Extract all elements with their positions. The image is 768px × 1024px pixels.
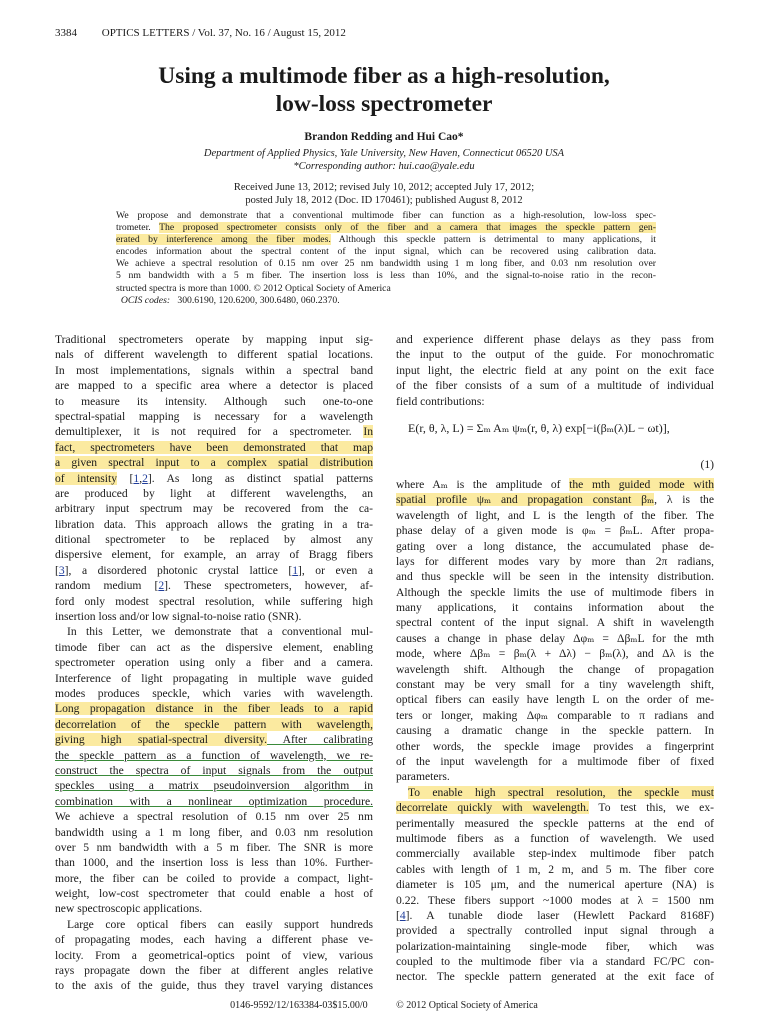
text-line: provided a spectrally controlled input signal through a: [396, 924, 714, 938]
highlight: of intensity: [55, 471, 118, 485]
citation-link[interactable]: 1: [292, 563, 299, 577]
text-line: field contributions:: [396, 394, 485, 408]
underline: the speckle pattern as a function of wavelength, we re-: [55, 748, 373, 762]
text: random medium [: [55, 579, 159, 593]
issn-code: 0146-9592/12/163384-03$15.00/0: [230, 1000, 368, 1011]
text-line: [396, 800, 714, 815]
text-line: [55, 578, 373, 593]
left-column: [55, 332, 373, 994]
highlight: erated by interference among the fiber modes.: [116, 234, 331, 246]
text-line: are produced by light at different wavelengths, an: [55, 486, 373, 500]
page-number: 3384: [55, 27, 77, 39]
text-line: ters or longer, making Δφₘ comparable to π radians and: [396, 708, 714, 722]
text-line: [55, 763, 373, 778]
highlight: To enable high spectral resolution, the speckle must: [408, 785, 714, 799]
text-line: Large core optical fibers can easily support hundreds: [67, 917, 373, 931]
ocis-label: OCIS codes:: [120, 294, 171, 306]
abstract-line: We propose and demonstrate that a conventional multimode fiber can function as a high-resolution, low-loss spec-: [116, 210, 656, 221]
dates-line-1: Received June 13, 2012; revised July 10, 2012; accepted July 17, 2012;: [233, 182, 535, 193]
text-line: causing a dramatic change in the speckle pattern. In: [396, 724, 714, 738]
text-line: spectral content of the input signal. A shift in wavelength: [396, 616, 714, 630]
text-line: to the axis of the guide, thus they travel varying distances: [55, 979, 373, 993]
text-line: to measure its intensity. Although such one-to-one: [55, 394, 373, 408]
text-line: constant may be very small for a tiny wavelength shift,: [396, 678, 714, 692]
text-line: many applications, it contains information about the: [396, 601, 714, 615]
text: ]. These spectrometers, however, af-: [164, 579, 373, 593]
footer-copyright: © 2012 Optical Society of America: [396, 1000, 538, 1011]
text: To test this, we ex-: [588, 801, 714, 815]
text-line: libration data. This approach allows the grating in a tra-: [55, 517, 373, 531]
text-line: phase delay of a given mode is φₘ = βₘL. After propa-: [396, 524, 714, 538]
text-line: modes produces speckle, which varies with wavelength.: [55, 686, 373, 700]
authors: Brandon Redding and Hui Cao*: [304, 131, 464, 143]
dates-line-2: posted July 18, 2012 (Doc. ID 170461); published August 8, 2012: [245, 195, 523, 206]
running-head: [55, 27, 346, 39]
text-line: cables with length of 1 m, 2 m, and 5 m. The fiber core: [396, 862, 714, 876]
text-line: and experience different phase delays as they pass from: [396, 333, 714, 346]
text-line: spectrometer operation using only a fiber and a camera.: [55, 656, 373, 670]
abstract-text: trometer.: [116, 222, 160, 234]
text-line: causes a change in phase delay Δφₘ = ΔβₘL for the mth: [396, 631, 714, 645]
text-line: [55, 424, 373, 439]
text-line: dispersive element, for example, an array of Bragg fibers: [55, 548, 373, 562]
text: ]. A tunable diode laser (Hewlett Packard 8168F): [405, 908, 714, 922]
abstract: [116, 210, 656, 307]
page-footer: [0, 1000, 768, 1011]
text-line: [396, 492, 714, 507]
underline: After calibrating: [267, 733, 373, 747]
text-line: lays for different modes vary by more than 2π radians,: [396, 554, 714, 568]
text-line: more, the fiber can be coiled to provide a compact, light-: [55, 871, 373, 885]
underline: construct the spectra of input signals from the output: [55, 763, 373, 777]
text-line: perimentally measured the speckle patterns at the end of: [396, 816, 714, 830]
text-line: In this Letter, we demonstrate that a conventional mul-: [67, 625, 373, 639]
text: [: [396, 908, 400, 922]
text-line: [55, 440, 373, 455]
abstract-line: [116, 222, 656, 234]
text-line: [55, 455, 373, 470]
highlight: spatial profile ψₘ and propagation constant βₘ: [396, 493, 655, 507]
text-line: multimode fibers as a function of wavelength. We used: [396, 831, 714, 845]
highlight: decorrelate quickly with wavelength.: [396, 801, 589, 815]
highlight: fact, spectrometers have been demonstrated that map: [55, 440, 373, 454]
right-column: [396, 332, 714, 985]
text-line: ditional spectrometer to be replaced by almost any: [55, 533, 373, 547]
abstract-line: structed spectra is more than 1000. © 2012 Optical Society of America: [116, 282, 391, 294]
text-line: over 5 nm bandwidth with a 5 m fiber. The SNR is more: [55, 840, 373, 854]
text-line: parameters.: [396, 770, 450, 784]
text-line: wavelength of light, and L is the length of the fiber. The: [396, 508, 714, 522]
abstract-line: encodes information about the spectral content of the input signal, which can be recovered using calibration data.: [116, 246, 656, 258]
text-line: insertion loss and/or low signal-to-noise ratio (SNR).: [55, 610, 302, 624]
text-line: coupled to the multimode fiber via a standard FC/PC con-: [396, 955, 714, 969]
text-line: of propagating modes, each having a different phase ve-: [55, 933, 373, 947]
underline: combination with a nonlinear optimization procedure.: [55, 794, 373, 808]
text: where Aₘ is the amplitude of: [396, 477, 570, 491]
text-line: [55, 732, 373, 747]
text-line: new spectroscopic applications.: [55, 902, 203, 916]
title-line-2: low-loss spectrometer: [275, 91, 493, 117]
citation-link[interactable]: 4: [399, 908, 406, 922]
text-line: ford only modest spectral resolution, while suffering high: [55, 594, 373, 608]
text-line: weight, low-cost spectrometer that could enable a host of: [55, 887, 373, 901]
text: [: [55, 563, 59, 577]
paper-title: [40, 62, 728, 118]
text-line: input light, the electric field at any point on the exit face: [396, 363, 714, 377]
text: ]. As long as distinct spatial patterns: [147, 471, 374, 485]
highlight: Long propagation distance in the fiber leads to a rapid: [55, 702, 373, 716]
text-line: are mapped to a specific area where a detector is placed: [55, 379, 373, 393]
text-line: of the input wavelength for a multimode fiber of fixed: [396, 754, 714, 768]
text-line: diameter is 105 μm, and the numerical aperture (NA) is: [396, 878, 714, 892]
highlight: decorrelation of the speckle pattern with wavelength,: [55, 717, 373, 731]
equation-body: E(r, θ, λ, L) = Σₘ Aₘ ψₘ(r, θ, λ) exp[−i(βₘ(λ)L − ωt)],: [408, 420, 670, 435]
highlight: giving high spatial-spectral diversity.: [55, 733, 268, 747]
text-line: Interference of light propagating in multiple wave guided: [55, 671, 373, 685]
equation-1: [396, 409, 714, 457]
highlight: In: [363, 425, 373, 439]
text-line: We achieve a spectral resolution of 0.15 nm over 25 nm: [55, 810, 373, 824]
text-line: In most implementations, signals within a spectral band: [55, 363, 373, 377]
text: ], or even a: [298, 563, 373, 577]
equation-number: (1): [700, 457, 714, 471]
text-line: [396, 477, 714, 492]
text-line: of the fiber consists of a sum of a multitude of individual: [396, 379, 714, 393]
text-line: [55, 471, 373, 486]
text-line: arbitrary input spectrum may be recovered from the ca-: [55, 502, 373, 516]
highlight: The proposed spectrometer consists only of the fiber and a camera that images the speckle pattern gen-: [159, 222, 656, 234]
text-line: than 1000, and the insertion loss is less than 10%. Further-: [55, 856, 373, 870]
text-line: rays propagate down the fiber at different angles relative: [55, 964, 373, 978]
text-line: commercially available step-index multimode fiber patch: [396, 847, 714, 861]
citation-link[interactable]: 2: [142, 471, 148, 485]
text-line: [55, 717, 373, 732]
text-line: and thus speckle will be seen in the intensity distribution.: [396, 570, 714, 584]
text-line: bandwidth using a 1 m long fiber, and 0.03 nm resolution: [55, 825, 373, 839]
citation-link[interactable]: 1: [133, 471, 140, 485]
abstract-line: We achieve a spectral resolution of 0.15 nm over 25 nm bandwidth using 1 m long fiber, and 0.03 nm resolution over: [116, 258, 656, 270]
text-line: nals of different wavelength to different spatial locations.: [55, 348, 373, 362]
text-line: optical fibers can easily have length L on the order of me-: [396, 693, 714, 707]
text-line: the input to the output of the guide. For monochromatic: [396, 348, 714, 362]
text-line: locity. From a geometrical-optics point of view, various: [55, 948, 373, 962]
text-line: gating over a long distance, the accumulated phase de-: [396, 539, 714, 553]
text: [: [117, 471, 134, 485]
text: ,: [139, 471, 143, 485]
highlight: a given spectral input to a complex spatial distribution: [55, 456, 373, 470]
affiliation: [0, 147, 768, 173]
text-line: Traditional spectrometers operate by mapping input sig-: [55, 333, 373, 346]
text: ], a disordered photonic crystal lattice [: [64, 563, 293, 577]
text-line: other words, the speckle image provides a fingerprint: [396, 739, 714, 753]
highlight: the mth guided mode with: [569, 477, 714, 491]
text-line: mode, where Δβₘ = βₘ(λ + Δλ) − βₘ(λ), and Δλ is the: [396, 647, 714, 661]
abstract-text: Although this speckle pattern is detrimental to many applications, it: [330, 234, 656, 246]
ocis-values: 300.6190, 120.6200, 300.6480, 060.2370.: [177, 294, 340, 306]
title-line-1: Using a multimode fiber as a high-resolution,: [158, 63, 610, 89]
text: demultiplexer, it is not required for a spectrometer.: [55, 425, 364, 439]
text-line: [55, 701, 373, 716]
abstract-line: [116, 234, 656, 246]
text-line: nector. The speckle pattern generated at the exit face of: [396, 970, 714, 984]
text-line: 0.22. These fibers support ~1000 modes at λ = 1500 nm: [396, 893, 714, 907]
underline: speckles using a matrix pseudoinversion algorithm in: [55, 779, 373, 793]
text-line: [55, 794, 373, 809]
ocis-codes: [116, 295, 656, 307]
text: , λ is the: [654, 493, 714, 507]
corresponding-author: *Corresponding author: hui.cao@yale.edu: [293, 161, 475, 172]
text-line: [396, 785, 714, 800]
journal-citation: OPTICS LETTERS / Vol. 37, No. 16 / August 15, 2012: [101, 27, 346, 39]
text-line: [396, 908, 714, 923]
text-line: Although the speckle limits the use of multimode fibers in: [396, 585, 714, 599]
text-line: [55, 778, 373, 793]
citation-link[interactable]: 2: [158, 579, 165, 593]
text-line: [55, 563, 373, 578]
text-line: polarization-maintaining single-mode fiber, which was: [396, 939, 714, 953]
publication-dates: [0, 181, 768, 207]
text-line: spectral-spatial mapping is necessary for a wavelength: [55, 409, 373, 423]
text-line: [55, 748, 373, 763]
citation-link[interactable]: 3: [58, 563, 65, 577]
abstract-line: 5 nm bandwidth with a 5 m fiber. The insertion loss is less than 10%, and the signal-to-noise ratio in the recon-: [116, 270, 656, 282]
text-line: timode fiber can act as the dispersive element, enabling: [55, 640, 373, 654]
affiliation-line: Department of Applied Physics, Yale University, New Haven, Connecticut 06520 USA: [203, 148, 565, 159]
text-line: wavelength shift. Although the change of propagation: [396, 662, 714, 676]
